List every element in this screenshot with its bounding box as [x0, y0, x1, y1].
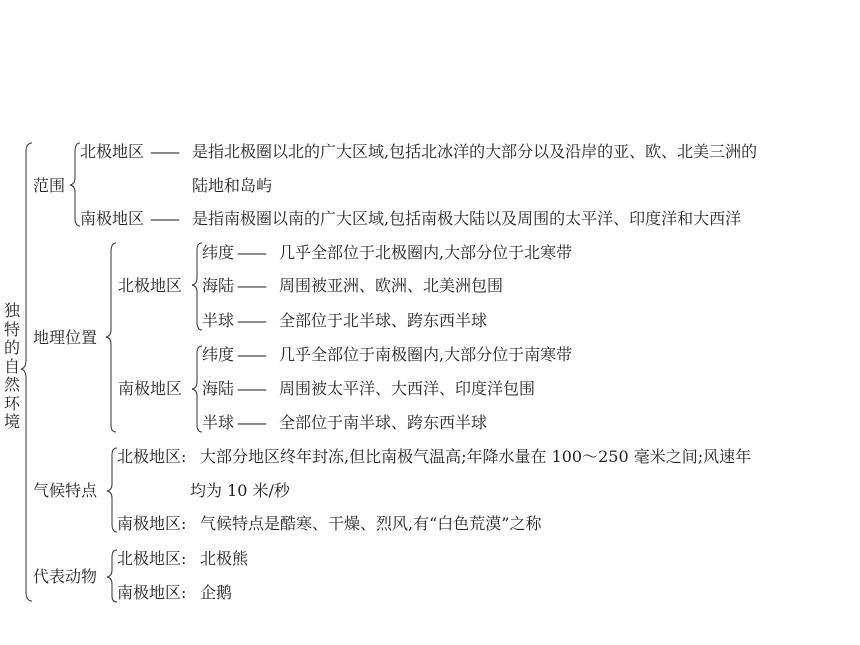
loc-north-dash-1: —— — [237, 276, 265, 295]
loc-north-key-2: 半球 — [202, 311, 235, 330]
climate-south-text: 气候特点是酷寒、干燥、烈风,有“白色荒漠”之称 — [200, 514, 542, 533]
animals-south-text: 企鹅 — [200, 583, 233, 602]
animals-label: 代表动物 — [33, 567, 98, 586]
range-south-dash: —— — [150, 209, 178, 228]
root-brace — [21, 143, 32, 601]
range-north-region: 北极地区 — [80, 142, 145, 161]
root-label: 独特的自然环境 — [3, 301, 20, 431]
animals-north-text: 北极熊 — [200, 549, 249, 568]
location-label: 地理位置 — [33, 328, 98, 347]
range-south-text: 是指南极圈以南的广大区域,包括南极大陆以及周围的太平洋、印度洋和大西洋 — [192, 209, 742, 228]
climate-brace — [107, 448, 117, 532]
loc-north-text-2: 全部位于北半球、跨东西半球 — [279, 311, 488, 330]
loc-south-dash-0: —— — [237, 345, 265, 364]
loc-north-dash-0: —— — [237, 243, 265, 262]
loc-north-text-1: 周围被亚洲、欧洲、北美洲包围 — [279, 276, 504, 295]
loc-south-key-1: 海陆 — [202, 379, 235, 398]
animals-south-region: 南极地区: — [117, 583, 187, 602]
climate-north-text-cont: 均为 10 米/秒 — [190, 481, 290, 500]
range-north-text: 是指北极圈以北的广大区域,包括北冰洋的大部分以及沿岸的亚、欧、北美三洲的 — [192, 142, 758, 161]
loc-south-text-1: 周围被太平洋、大西洋、印度洋包围 — [279, 379, 536, 398]
climate-label: 气候特点 — [33, 481, 98, 500]
climate-north-text: 大部分地区终年封冻,但比南极气温高;年降水量在 100～250 毫米之间;风速年 — [200, 447, 752, 466]
loc-south-key-0: 纬度 — [202, 345, 235, 364]
loc-north-key-0: 纬度 — [202, 243, 235, 262]
loc-north-text-0: 几乎全部位于北极圈内,大部分位于北寒带 — [279, 243, 573, 262]
loc-north-dash-2: —— — [237, 311, 265, 330]
loc-north-key-1: 海陆 — [202, 276, 235, 295]
location-south-region: 南极地区 — [118, 379, 183, 398]
range-north-dash: —— — [150, 142, 178, 161]
climate-north-region: 北极地区: — [117, 447, 187, 466]
range-north-text-cont: 陆地和岛屿 — [192, 176, 273, 195]
animals-north-region: 北极地区: — [117, 549, 187, 568]
location-north-brace — [192, 243, 202, 330]
location-north-region: 北极地区 — [118, 276, 183, 295]
range-south-region: 南极地区 — [80, 209, 145, 228]
loc-south-text-0: 几乎全部位于南极圈内,大部分位于南寒带 — [279, 345, 573, 364]
range-label: 范围 — [33, 176, 66, 195]
animals-brace — [107, 550, 117, 602]
loc-south-dash-1: —— — [237, 379, 265, 398]
climate-south-region: 南极地区: — [117, 514, 187, 533]
location-brace — [106, 243, 116, 432]
range-brace — [70, 143, 80, 226]
loc-south-text-2: 全部位于南半球、跨东西半球 — [279, 413, 488, 432]
loc-south-dash-2: —— — [237, 413, 265, 432]
loc-south-key-2: 半球 — [202, 413, 235, 432]
location-south-brace — [192, 346, 202, 432]
